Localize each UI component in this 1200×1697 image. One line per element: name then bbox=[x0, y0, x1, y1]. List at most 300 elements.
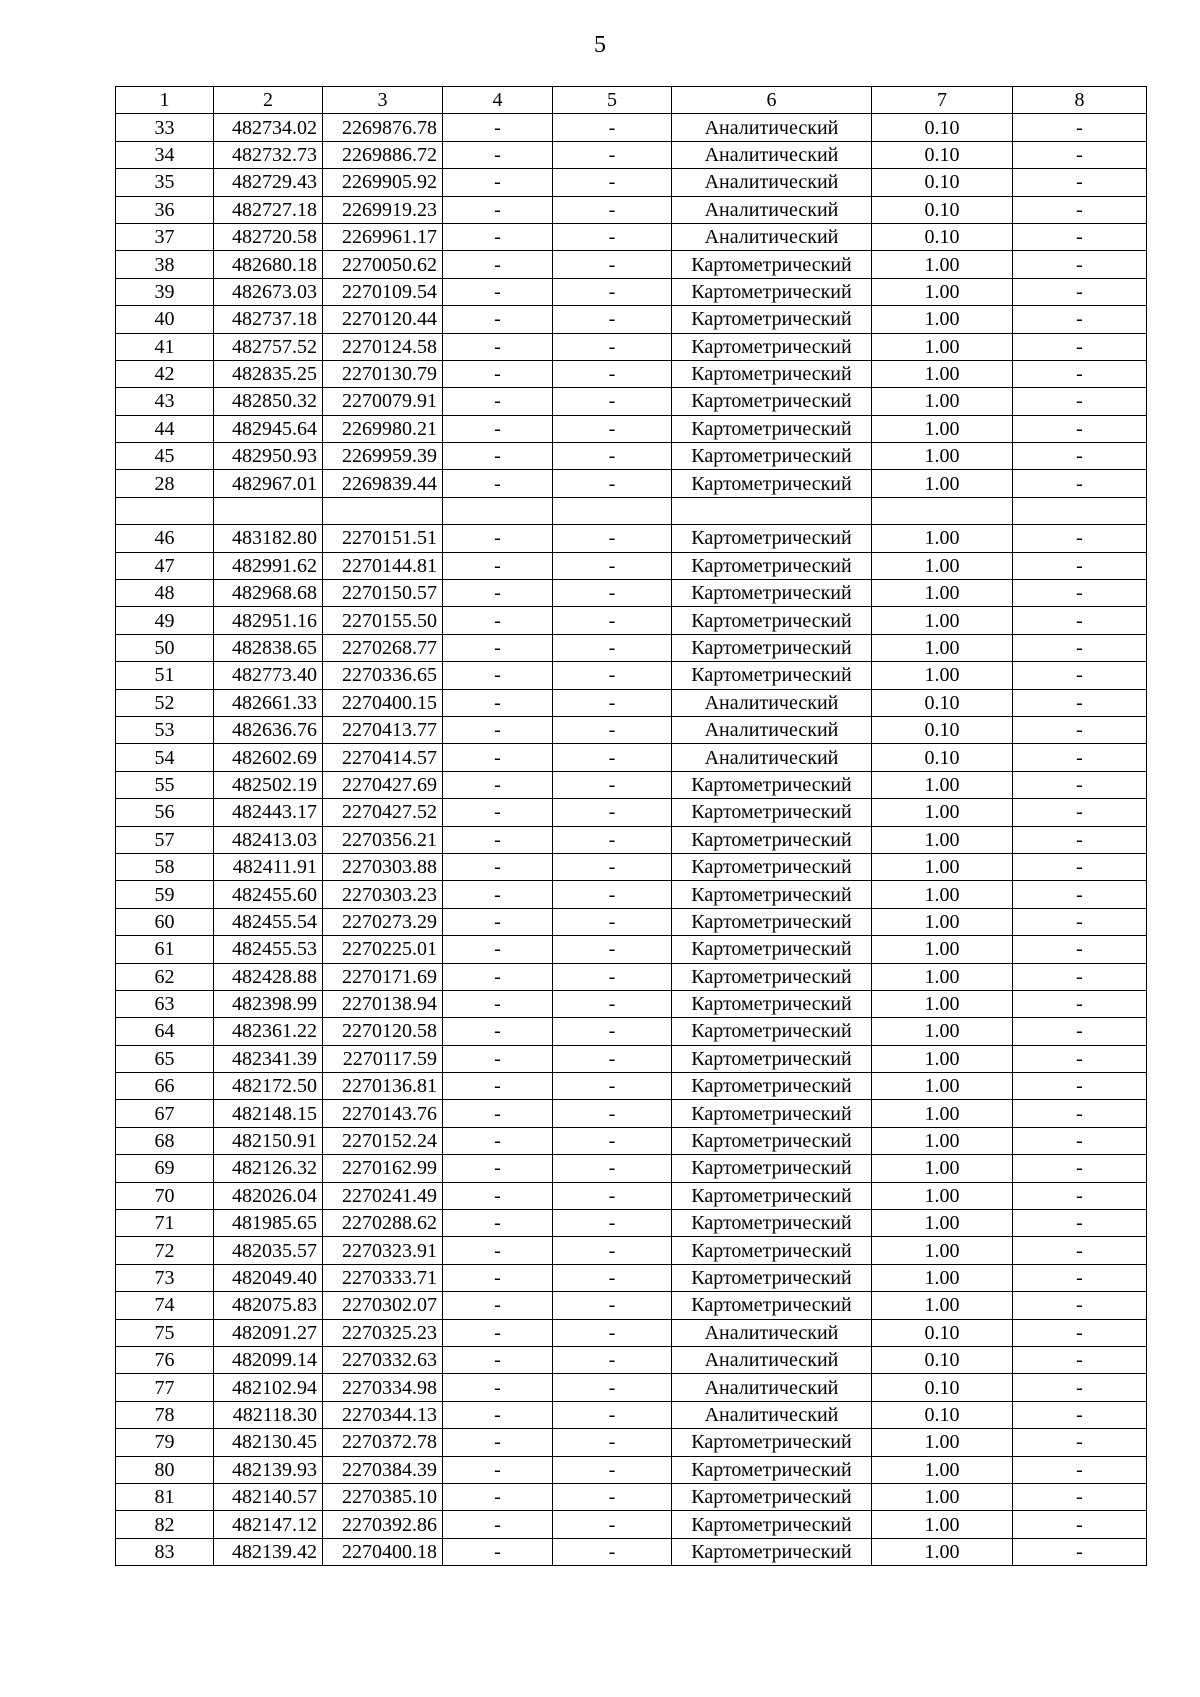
table-cell: - bbox=[443, 634, 553, 661]
table-cell: 0.10 bbox=[872, 114, 1013, 141]
table-cell: - bbox=[553, 634, 672, 661]
table-cell: 2270143.76 bbox=[323, 1100, 443, 1127]
table-cell: 74 bbox=[116, 1292, 214, 1319]
table-cell bbox=[323, 497, 443, 524]
table-cell: 79 bbox=[116, 1429, 214, 1456]
table-row bbox=[116, 1401, 1147, 1428]
table-cell: - bbox=[1013, 771, 1147, 798]
table-cell: 2270372.78 bbox=[323, 1429, 443, 1456]
table-cell: 0.10 bbox=[872, 1401, 1013, 1428]
table-cell: 2270427.69 bbox=[323, 771, 443, 798]
table-cell: Картометрический bbox=[672, 908, 872, 935]
table-cell: - bbox=[443, 525, 553, 552]
table-cell: - bbox=[553, 1429, 672, 1456]
table-cell: 482341.39 bbox=[214, 1045, 323, 1072]
table-cell: 481985.65 bbox=[214, 1210, 323, 1237]
table-cell: 2270162.99 bbox=[323, 1155, 443, 1182]
table-cell bbox=[116, 497, 214, 524]
table-cell: - bbox=[443, 1018, 553, 1045]
table-cell: 0.10 bbox=[872, 1346, 1013, 1373]
table-cell: 482945.64 bbox=[214, 415, 323, 442]
table-cell: 482455.60 bbox=[214, 881, 323, 908]
table-cell: - bbox=[443, 1155, 553, 1182]
table-row bbox=[116, 689, 1147, 716]
table-cell: 63 bbox=[116, 990, 214, 1017]
table-cell: 482026.04 bbox=[214, 1182, 323, 1209]
table-row bbox=[116, 388, 1147, 415]
table-cell: Картометрический bbox=[672, 1182, 872, 1209]
table-cell: Картометрический bbox=[672, 634, 872, 661]
table-cell: 1.00 bbox=[872, 306, 1013, 333]
table-cell: - bbox=[553, 908, 672, 935]
table-cell: - bbox=[1013, 1045, 1147, 1072]
table-cell: Картометрический bbox=[672, 1073, 872, 1100]
table-cell: 52 bbox=[116, 689, 214, 716]
table-cell: 83 bbox=[116, 1538, 214, 1565]
table-cell: - bbox=[1013, 1429, 1147, 1456]
table-cell: 482147.12 bbox=[214, 1511, 323, 1538]
table-cell: - bbox=[443, 1429, 553, 1456]
table-cell: 53 bbox=[116, 716, 214, 743]
table-row bbox=[116, 223, 1147, 250]
table-cell: 2270155.50 bbox=[323, 607, 443, 634]
table-cell: - bbox=[1013, 1511, 1147, 1538]
table-cell: - bbox=[1013, 1374, 1147, 1401]
table-cell: 0.10 bbox=[872, 716, 1013, 743]
table-cell: - bbox=[443, 936, 553, 963]
table-cell: - bbox=[1013, 580, 1147, 607]
table-cell: - bbox=[443, 415, 553, 442]
table-row bbox=[116, 908, 1147, 935]
table-cell: - bbox=[1013, 1127, 1147, 1154]
table-cell: - bbox=[443, 1100, 553, 1127]
table-cell: Картометрический bbox=[672, 853, 872, 880]
table-cell: 46 bbox=[116, 525, 214, 552]
table-cell: 482602.69 bbox=[214, 744, 323, 771]
table-cell: 2270332.63 bbox=[323, 1346, 443, 1373]
table-row bbox=[116, 963, 1147, 990]
table-cell: 76 bbox=[116, 1346, 214, 1373]
table-cell: - bbox=[1013, 415, 1147, 442]
table-cell: 1.00 bbox=[872, 1237, 1013, 1264]
table-cell: 1.00 bbox=[872, 388, 1013, 415]
table-cell: - bbox=[553, 1456, 672, 1483]
table-cell: Аналитический bbox=[672, 196, 872, 223]
table-cell: 482099.14 bbox=[214, 1346, 323, 1373]
table-cell: 482443.17 bbox=[214, 799, 323, 826]
table-cell: Картометрический bbox=[672, 1100, 872, 1127]
table-cell: - bbox=[443, 333, 553, 360]
table-cell: 40 bbox=[116, 306, 214, 333]
table-cell: 1.00 bbox=[872, 1538, 1013, 1565]
table-cell: Картометрический bbox=[672, 1018, 872, 1045]
table-cell: - bbox=[553, 415, 672, 442]
table-cell: 482172.50 bbox=[214, 1073, 323, 1100]
table-cell: - bbox=[553, 1155, 672, 1182]
table-cell: 2270136.81 bbox=[323, 1073, 443, 1100]
table-cell: 1.00 bbox=[872, 415, 1013, 442]
table-cell: 1.00 bbox=[872, 333, 1013, 360]
table-cell: 2270273.29 bbox=[323, 908, 443, 935]
table-cell: 44 bbox=[116, 415, 214, 442]
table-cell: 39 bbox=[116, 278, 214, 305]
table-cell: - bbox=[443, 1538, 553, 1565]
table-cell: 2269919.23 bbox=[323, 196, 443, 223]
table-row bbox=[116, 1045, 1147, 1072]
table-cell: - bbox=[1013, 1100, 1147, 1127]
table-cell: Аналитический bbox=[672, 689, 872, 716]
table-cell: 72 bbox=[116, 1237, 214, 1264]
table-cell: 482636.76 bbox=[214, 716, 323, 743]
table-row bbox=[116, 552, 1147, 579]
table-cell: - bbox=[443, 306, 553, 333]
table-row bbox=[116, 141, 1147, 168]
table-cell: 2270413.77 bbox=[323, 716, 443, 743]
table-cell: 33 bbox=[116, 114, 214, 141]
table-cell: - bbox=[443, 169, 553, 196]
table-cell: 2269905.92 bbox=[323, 169, 443, 196]
table-cell: 67 bbox=[116, 1100, 214, 1127]
table-cell: 1.00 bbox=[872, 580, 1013, 607]
table-cell: - bbox=[553, 333, 672, 360]
table-cell: 2270171.69 bbox=[323, 963, 443, 990]
table-cell: Картометрический bbox=[672, 333, 872, 360]
table-cell: - bbox=[1013, 196, 1147, 223]
table-cell: - bbox=[443, 223, 553, 250]
table-cell: - bbox=[553, 1483, 672, 1510]
table-cell: Картометрический bbox=[672, 1429, 872, 1456]
table-cell: 1.00 bbox=[872, 1511, 1013, 1538]
table-row bbox=[116, 525, 1147, 552]
table-cell: 68 bbox=[116, 1127, 214, 1154]
table-cell: - bbox=[553, 1401, 672, 1428]
table-cell: 42 bbox=[116, 360, 214, 387]
table-cell: - bbox=[443, 580, 553, 607]
table-cell: 482661.33 bbox=[214, 689, 323, 716]
table-cell: 482968.68 bbox=[214, 580, 323, 607]
table-cell: - bbox=[1013, 306, 1147, 333]
table-cell bbox=[872, 497, 1013, 524]
table-cell: 57 bbox=[116, 826, 214, 853]
table-cell: - bbox=[553, 1182, 672, 1209]
table-cell: Картометрический bbox=[672, 963, 872, 990]
table-cell: 58 bbox=[116, 853, 214, 880]
column-header: 6 bbox=[672, 87, 872, 114]
table-cell: - bbox=[553, 1292, 672, 1319]
table-cell: 2270268.77 bbox=[323, 634, 443, 661]
table-cell: 0.10 bbox=[872, 1319, 1013, 1346]
table-row bbox=[116, 470, 1147, 497]
table-cell: - bbox=[443, 963, 553, 990]
table-row bbox=[116, 169, 1147, 196]
table-cell: - bbox=[553, 1374, 672, 1401]
table-cell: 2270303.88 bbox=[323, 853, 443, 880]
table-cell: - bbox=[553, 990, 672, 1017]
table-cell: 482455.53 bbox=[214, 936, 323, 963]
table-cell: 2270050.62 bbox=[323, 251, 443, 278]
table-cell: 78 bbox=[116, 1401, 214, 1428]
table-cell: - bbox=[553, 744, 672, 771]
table-cell: Картометрический bbox=[672, 1292, 872, 1319]
table-cell: - bbox=[1013, 1319, 1147, 1346]
table-cell: Картометрический bbox=[672, 1210, 872, 1237]
table-cell: 69 bbox=[116, 1155, 214, 1182]
table-cell: 2270117.59 bbox=[323, 1045, 443, 1072]
table-row bbox=[116, 799, 1147, 826]
table-cell: Картометрический bbox=[672, 1483, 872, 1510]
table-cell: 2270333.71 bbox=[323, 1264, 443, 1291]
table-cell: - bbox=[553, 1237, 672, 1264]
table-cell: 1.00 bbox=[872, 1210, 1013, 1237]
table-cell: - bbox=[443, 1456, 553, 1483]
table-cell: - bbox=[443, 607, 553, 634]
table-cell: Картометрический bbox=[672, 662, 872, 689]
table-cell: - bbox=[443, 1073, 553, 1100]
table-cell: 1.00 bbox=[872, 799, 1013, 826]
table-cell: 56 bbox=[116, 799, 214, 826]
table-row bbox=[116, 580, 1147, 607]
table-cell: 1.00 bbox=[872, 1045, 1013, 1072]
table-cell: - bbox=[443, 853, 553, 880]
table-cell: - bbox=[443, 716, 553, 743]
table-cell: - bbox=[553, 196, 672, 223]
table-row bbox=[116, 196, 1147, 223]
table-cell: 2270344.13 bbox=[323, 1401, 443, 1428]
table-cell: 0.10 bbox=[872, 169, 1013, 196]
table-cell: 482734.02 bbox=[214, 114, 323, 141]
table-cell: Картометрический bbox=[672, 1127, 872, 1154]
table-cell: - bbox=[553, 662, 672, 689]
table-cell: 0.10 bbox=[872, 1374, 1013, 1401]
column-header: 5 bbox=[553, 87, 672, 114]
table-cell: 1.00 bbox=[872, 470, 1013, 497]
table-cell: - bbox=[553, 1346, 672, 1373]
table-cell: - bbox=[443, 1292, 553, 1319]
table-cell: - bbox=[553, 1045, 672, 1072]
table-cell: Картометрический bbox=[672, 1237, 872, 1264]
table-cell: 2270151.51 bbox=[323, 525, 443, 552]
table-cell: - bbox=[1013, 634, 1147, 661]
table-cell: 2270130.79 bbox=[323, 360, 443, 387]
table-cell: 1.00 bbox=[872, 443, 1013, 470]
table-cell: - bbox=[553, 689, 672, 716]
table-cell: 2270120.58 bbox=[323, 1018, 443, 1045]
table-cell: 482673.03 bbox=[214, 278, 323, 305]
table-cell: 482950.93 bbox=[214, 443, 323, 470]
table-cell: 2270325.23 bbox=[323, 1319, 443, 1346]
table-cell: 65 bbox=[116, 1045, 214, 1072]
table-cell: - bbox=[1013, 360, 1147, 387]
table-cell: - bbox=[1013, 607, 1147, 634]
table-cell: 60 bbox=[116, 908, 214, 935]
table-cell: - bbox=[553, 1264, 672, 1291]
table-cell: Аналитический bbox=[672, 223, 872, 250]
table-cell: 2270323.91 bbox=[323, 1237, 443, 1264]
table-cell: 2269959.39 bbox=[323, 443, 443, 470]
table-cell: - bbox=[553, 114, 672, 141]
table-cell: 2270225.01 bbox=[323, 936, 443, 963]
table-cell: - bbox=[443, 1127, 553, 1154]
column-header: 2 bbox=[214, 87, 323, 114]
table-cell: - bbox=[443, 1045, 553, 1072]
table-row bbox=[116, 1018, 1147, 1045]
table-cell: - bbox=[443, 443, 553, 470]
table-cell: - bbox=[553, 141, 672, 168]
table-cell: 1.00 bbox=[872, 881, 1013, 908]
table-cell: 45 bbox=[116, 443, 214, 470]
table-cell: Картометрический bbox=[672, 278, 872, 305]
table-row bbox=[116, 1483, 1147, 1510]
table-cell: 2270414.57 bbox=[323, 744, 443, 771]
table-cell: - bbox=[1013, 1182, 1147, 1209]
table-cell: - bbox=[443, 1483, 553, 1510]
table-cell: 2270334.98 bbox=[323, 1374, 443, 1401]
table-cell: 55 bbox=[116, 771, 214, 798]
table-row bbox=[116, 607, 1147, 634]
table-cell: 483182.80 bbox=[214, 525, 323, 552]
table-cell: 1.00 bbox=[872, 278, 1013, 305]
table-row bbox=[116, 1374, 1147, 1401]
table-row bbox=[116, 1237, 1147, 1264]
table-cell: - bbox=[553, 1100, 672, 1127]
table-cell: - bbox=[443, 1401, 553, 1428]
table-cell: 2270241.49 bbox=[323, 1182, 443, 1209]
table-cell: - bbox=[1013, 278, 1147, 305]
table-cell: 1.00 bbox=[872, 1155, 1013, 1182]
table-cell: 482850.32 bbox=[214, 388, 323, 415]
table-cell: 482967.01 bbox=[214, 470, 323, 497]
table-cell: 482680.18 bbox=[214, 251, 323, 278]
table-cell: - bbox=[443, 799, 553, 826]
table-cell: 1.00 bbox=[872, 936, 1013, 963]
table-cell: 1.00 bbox=[872, 607, 1013, 634]
table-cell: - bbox=[553, 223, 672, 250]
table-cell: - bbox=[553, 607, 672, 634]
column-header: 4 bbox=[443, 87, 553, 114]
table-cell: - bbox=[443, 360, 553, 387]
table-cell: - bbox=[1013, 963, 1147, 990]
table-cell: 2270427.52 bbox=[323, 799, 443, 826]
table-cell: 1.00 bbox=[872, 1182, 1013, 1209]
table-row bbox=[116, 360, 1147, 387]
table-row bbox=[116, 306, 1147, 333]
table-row bbox=[116, 1346, 1147, 1373]
table-cell: 2270120.44 bbox=[323, 306, 443, 333]
table-cell: Картометрический bbox=[672, 1045, 872, 1072]
table-cell: 38 bbox=[116, 251, 214, 278]
table-cell: - bbox=[1013, 1264, 1147, 1291]
table-cell: - bbox=[553, 169, 672, 196]
table-cell: - bbox=[1013, 826, 1147, 853]
table-cell: - bbox=[1013, 716, 1147, 743]
table-cell: 1.00 bbox=[872, 634, 1013, 661]
table-cell: 482413.03 bbox=[214, 826, 323, 853]
table-cell: 482732.73 bbox=[214, 141, 323, 168]
table-cell bbox=[214, 497, 323, 524]
table-cell: 2270303.23 bbox=[323, 881, 443, 908]
table-cell: - bbox=[1013, 744, 1147, 771]
table-cell: 0.10 bbox=[872, 223, 1013, 250]
table-cell: - bbox=[1013, 908, 1147, 935]
table-row bbox=[116, 114, 1147, 141]
table-cell: 2270392.86 bbox=[323, 1511, 443, 1538]
table-cell: - bbox=[1013, 251, 1147, 278]
table-cell: 2270138.94 bbox=[323, 990, 443, 1017]
table-cell bbox=[672, 497, 872, 524]
table-cell: 1.00 bbox=[872, 1018, 1013, 1045]
table-cell: 1.00 bbox=[872, 771, 1013, 798]
table-row bbox=[116, 936, 1147, 963]
table-cell: 482428.88 bbox=[214, 963, 323, 990]
table-cell: - bbox=[1013, 333, 1147, 360]
table-row bbox=[116, 415, 1147, 442]
table-cell: Картометрический bbox=[672, 552, 872, 579]
table-cell: 34 bbox=[116, 141, 214, 168]
table-cell: - bbox=[443, 251, 553, 278]
table-cell: Картометрический bbox=[672, 525, 872, 552]
table-cell: 1.00 bbox=[872, 525, 1013, 552]
table-cell: - bbox=[553, 278, 672, 305]
table-cell: 482720.58 bbox=[214, 223, 323, 250]
table-cell: 28 bbox=[116, 470, 214, 497]
table-cell: 2270400.15 bbox=[323, 689, 443, 716]
table-cell: - bbox=[1013, 853, 1147, 880]
table-cell: - bbox=[553, 1073, 672, 1100]
table-cell: 75 bbox=[116, 1319, 214, 1346]
coordinates-table bbox=[115, 86, 1147, 1566]
table-cell: 482398.99 bbox=[214, 990, 323, 1017]
table-cell: 1.00 bbox=[872, 360, 1013, 387]
table-cell: - bbox=[1013, 881, 1147, 908]
table-cell: - bbox=[443, 1511, 553, 1538]
table-cell: Картометрический bbox=[672, 881, 872, 908]
table-cell: 0.10 bbox=[872, 141, 1013, 168]
table-cell: - bbox=[553, 799, 672, 826]
table-cell: 482455.54 bbox=[214, 908, 323, 935]
table-cell: 482118.30 bbox=[214, 1401, 323, 1428]
table-cell: 37 bbox=[116, 223, 214, 250]
table-cell: - bbox=[443, 1264, 553, 1291]
table-cell: 0.10 bbox=[872, 196, 1013, 223]
table-cell: 2270302.07 bbox=[323, 1292, 443, 1319]
table-cell: - bbox=[443, 1182, 553, 1209]
table-cell: - bbox=[1013, 1538, 1147, 1565]
table-cell: 43 bbox=[116, 388, 214, 415]
table-row bbox=[116, 634, 1147, 661]
table-cell: 482150.91 bbox=[214, 1127, 323, 1154]
table-cell: 1.00 bbox=[872, 908, 1013, 935]
table-cell: 482835.25 bbox=[214, 360, 323, 387]
table-cell: Картометрический bbox=[672, 306, 872, 333]
table-cell: 482102.94 bbox=[214, 1374, 323, 1401]
table-cell: 0.10 bbox=[872, 689, 1013, 716]
table-cell: Картометрический bbox=[672, 1264, 872, 1291]
table-cell: 1.00 bbox=[872, 990, 1013, 1017]
table-cell: - bbox=[1013, 552, 1147, 579]
table-cell: 1.00 bbox=[872, 853, 1013, 880]
table-header-row bbox=[116, 87, 1147, 114]
table-cell: - bbox=[443, 278, 553, 305]
table-row bbox=[116, 771, 1147, 798]
table-cell: Аналитический bbox=[672, 1374, 872, 1401]
table-cell: - bbox=[553, 525, 672, 552]
table-row bbox=[116, 251, 1147, 278]
table-cell: 1.00 bbox=[872, 963, 1013, 990]
table-cell: 2269839.44 bbox=[323, 470, 443, 497]
table-cell: 2269961.17 bbox=[323, 223, 443, 250]
table-cell: 1.00 bbox=[872, 1127, 1013, 1154]
table-row bbox=[116, 881, 1147, 908]
